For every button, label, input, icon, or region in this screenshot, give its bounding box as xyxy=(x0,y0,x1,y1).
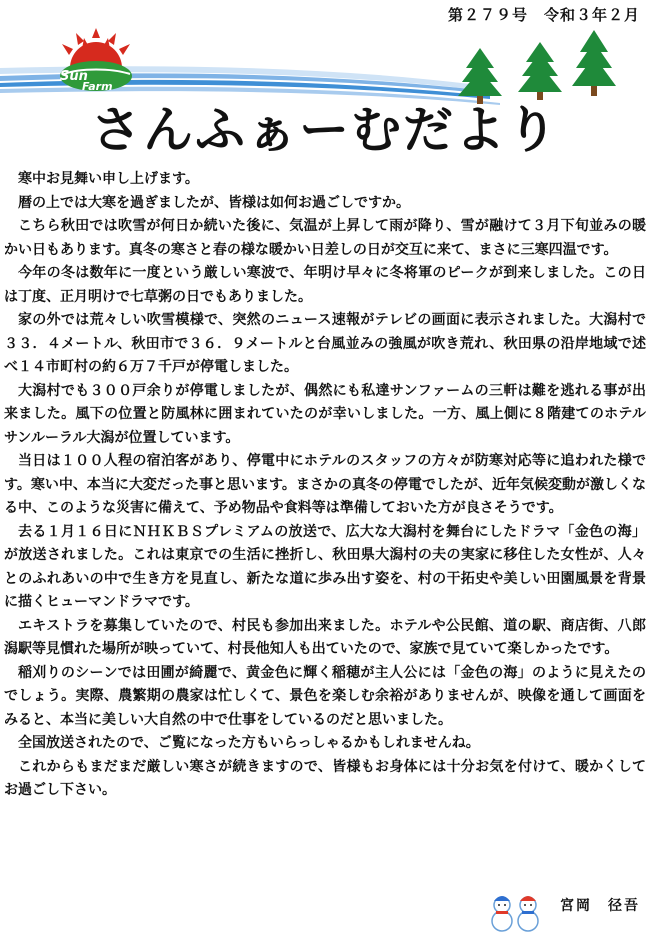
paragraph: 去る１月１６日にＮＨＫＢＳプレミアムの放送で、広大な大潟村を舞台にしたドラマ「金色の海」が放送されました。これは東京での生活に挫折し、秋田県大潟村の夫の実家に移住した女性が、人々とのふれあいの中で生き方を見直し、新たな道に歩み出す姿を、村の干拓史や美しい田園風景を背景に描くヒューマンドラマです。 xyxy=(4,523,646,610)
author-name: 宮岡 径吾 xyxy=(560,898,640,914)
pine-tree-icon xyxy=(518,42,562,100)
sun-farm-logo xyxy=(40,24,152,96)
pine-tree-icon xyxy=(572,30,616,96)
paragraph: こちら秋田では吹雪が何日か続いた後に、気温が上昇して雨が降り、雪が融けて３月下旬並みの暖かい日もあります。真冬の寒さと春の様な暖かい日差しの日が交互に来て、まさに三寒四温です。 xyxy=(4,218,646,258)
paragraph: 稲刈りのシーンでは田圃が綺麗で、黄金色に輝く稲穂が主人公には「金色の海」のように見えたのでしょう。実際、農繁期の農家は忙しくて、景色を楽しむ余裕がありませんが、映像を通して画面をみると、本当に美しい大自然の中で仕事をしているのだと思いました。 xyxy=(4,664,646,728)
paragraph: 今年の冬は数年に一度という厳しい寒波で、年明け早々に冬将軍のピークが到来しました。この日は丁度、正月明けで七草粥の日でもありました。 xyxy=(4,265,646,305)
paragraph: エキストラを募集していたので、村民も参加出来ました。ホテルや公民館、道の駅、商店街、八郎潟駅等見慣れた場所が映っていて、村長他知人も出ていたので、家族で見ていて楽しかったです。 xyxy=(4,617,646,657)
paragraph: 寒中お見舞い申し上げます。 xyxy=(18,171,199,187)
paragraph: 暦の上では大寒を過ぎましたが、皆様は如何お過ごしですか。 xyxy=(18,194,410,211)
letter-body xyxy=(4,168,646,803)
paragraph: 全国放送されたので、ご覧になった方もいらっしゃるかもしれませんね。 xyxy=(18,735,480,751)
issue-number: 第２７９号 令和３年２月 xyxy=(447,6,640,24)
logo-text-sun: Sun xyxy=(60,69,88,84)
paragraph: 当日は１００人程の宿泊客があり、停電中にホテルのスタッフの方々が防寒対応等に追われた様です。寒い中、本当に大変だった事と思います。まさかの真冬の停電でしたが、近年気候変動が激しくなる中、このような災害に備えて、予め物品や食料等は準備しておいた方が良さそうです。 xyxy=(4,453,646,516)
pine-tree-icon xyxy=(458,48,502,104)
pine-trees-decoration xyxy=(458,30,618,108)
paragraph: 大潟村でも３００戸余りが停電しましたが、偶然にも私達サンファームの三軒は難を逃れる事が出来ました。風下の位置と防風林に囲まれていたのが幸いしました。一方、風上側に８階建てのホテルサンルーラル大潟が位置しています。 xyxy=(4,382,646,446)
signature xyxy=(488,889,646,933)
logo-text-farm: Farm xyxy=(82,80,113,93)
paragraph: 家の外では荒々しい吹雪模様で、突然のニュース速報がテレビの画面に表示されました。大潟村で３３．４メートル、秋田市で３６．９メートルと台風並みの強風が吹き荒れ、秋田県の沿岸地域で述べ１４市町村の約６万７千戸が停電しました。 xyxy=(4,312,646,375)
snowman-icon xyxy=(488,889,544,933)
newsletter-title: さんふぁーむだより xyxy=(91,100,559,159)
paragraph: これからもまだまだ厳しい寒さが続きますので、皆様もお身体には十分お気を付けて、暖かくしてお過ごし下さい。 xyxy=(4,758,646,798)
